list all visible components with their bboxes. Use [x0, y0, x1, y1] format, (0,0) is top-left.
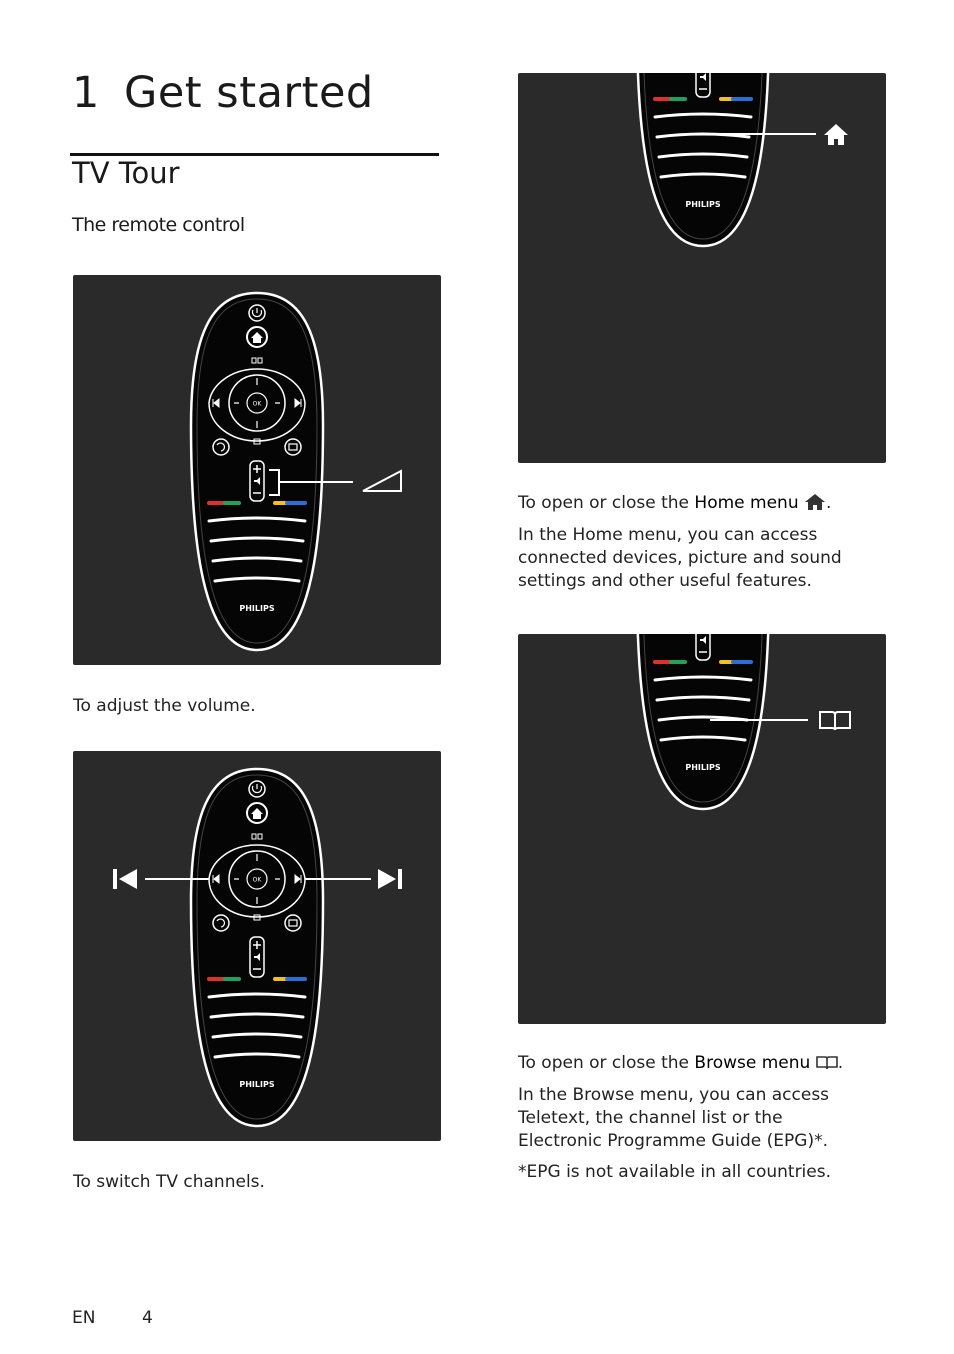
home-caption-suffix: . [826, 493, 832, 513]
browse-body: In the Browse menu, you can access Teletext, the channel list or the Electronic Programme Guide (EPG)*. [518, 1085, 830, 1151]
remote-illustration [637, 73, 769, 246]
volume-icon [363, 471, 401, 491]
home-icon [804, 493, 826, 511]
epg-note: *EPG is not available in all countries. [518, 1162, 831, 1182]
browse-caption-term: Browse menu [694, 1053, 811, 1073]
footer-language: EN [72, 1308, 96, 1328]
subsection-title: The remote control [72, 214, 245, 236]
book-icon [820, 712, 850, 730]
channels-caption: To switch TV channels. [73, 1172, 265, 1192]
remote-panel-channels [73, 751, 441, 1141]
chapter-number: 1 [72, 68, 100, 118]
book-icon [816, 1055, 838, 1071]
remote-panel-volume [73, 275, 441, 665]
browse-caption-prefix: To open or close the [518, 1053, 695, 1073]
browse-caption-suffix: . [837, 1053, 844, 1073]
chapter-title [72, 68, 374, 118]
volume-caption: To adjust the volume. [73, 696, 256, 716]
home-icon [824, 124, 848, 145]
next-channel-icon [378, 869, 402, 889]
remote-panel-browse [518, 634, 886, 1024]
chapter-title-text: Get started [124, 68, 374, 118]
remote-illustration [191, 293, 323, 650]
home-caption-term: Home menu [694, 493, 799, 513]
home-caption-prefix: To open or close the [518, 493, 695, 513]
remote-panel-home [518, 73, 886, 463]
home-body: In the Home menu, you can access connected devices, picture and sound settings and other useful features. [518, 525, 842, 591]
home-caption [518, 492, 878, 515]
previous-channel-icon [113, 869, 137, 889]
remote-illustration [637, 634, 769, 809]
page-number: 4 [142, 1308, 153, 1328]
remote-illustration [191, 769, 323, 1126]
section-title: TV Tour [72, 156, 180, 190]
browse-caption [518, 1052, 878, 1075]
